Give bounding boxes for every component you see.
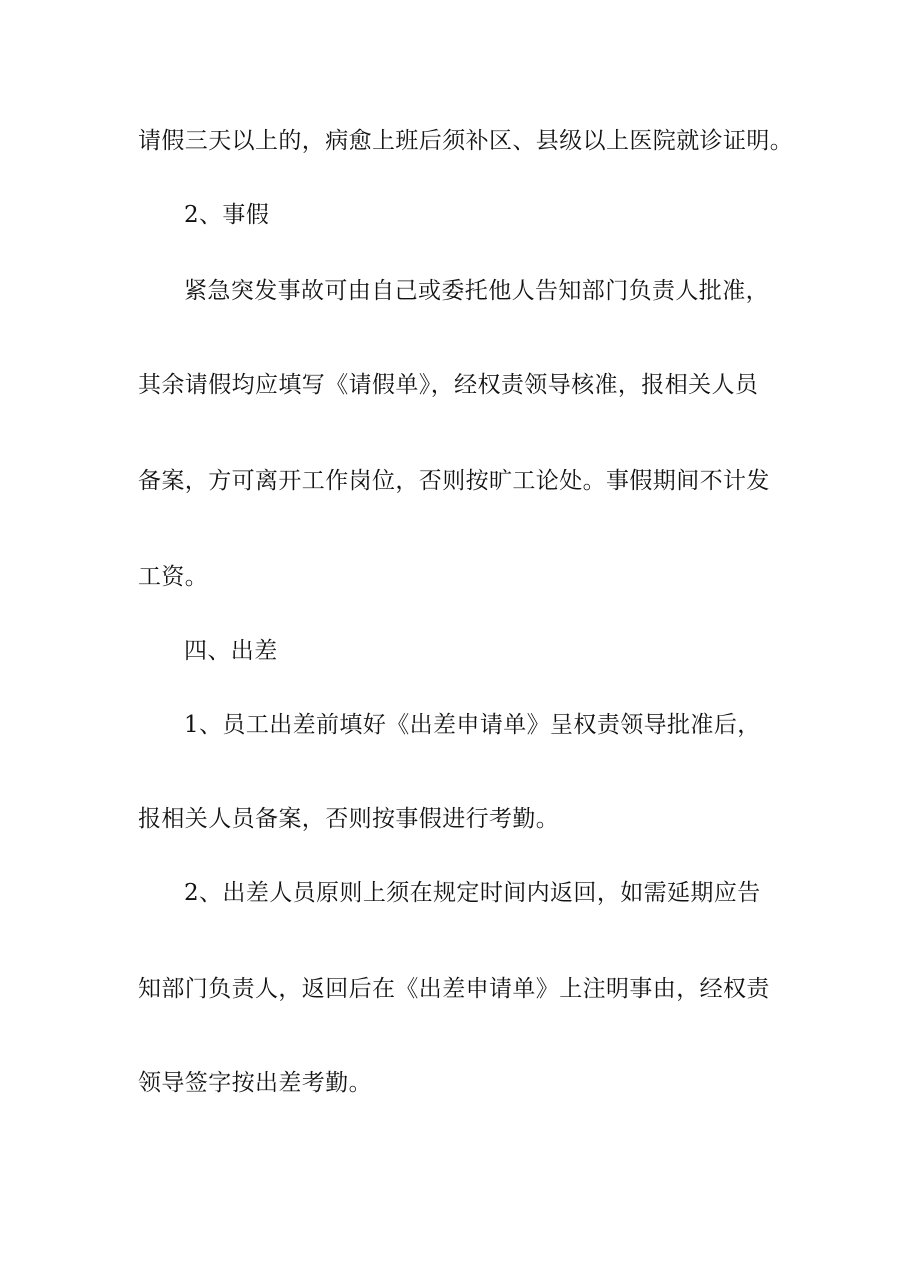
paragraph-line: 备案，方可离开工作岗位，否则按旷工论处。事假期间不计发: [138, 468, 770, 494]
paragraph-line: 领导签字按出差考勤。: [138, 1070, 372, 1096]
paragraph-line: 工资。: [138, 564, 209, 590]
section-heading: 2、事假: [184, 202, 270, 228]
paragraph-line: 2、出差人员原则上须在规定时间内返回，如需延期应告: [184, 880, 761, 906]
paragraph-line: 其余请假均应填写《请假单》，经权责领导核准，报相关人员: [138, 372, 759, 398]
paragraph-line: 1、员工出差前填好《出差申请单》呈权责领导批准后，: [184, 712, 761, 738]
paragraph-line: 报相关人员备案，否则按事假进行考勤。: [138, 806, 560, 832]
paragraph-line: 紧急突发事故可由自己或委托他人告知部门负责人批准，: [184, 278, 769, 304]
paragraph-line: 知部门负责人，返回后在《出差申请单》上注明事由，经权责: [138, 976, 770, 1002]
paragraph-line: 请假三天以上的，病愈上班后须补区、县级以上医院就诊证明。: [138, 128, 794, 154]
section-heading: 四、出差: [184, 638, 278, 664]
